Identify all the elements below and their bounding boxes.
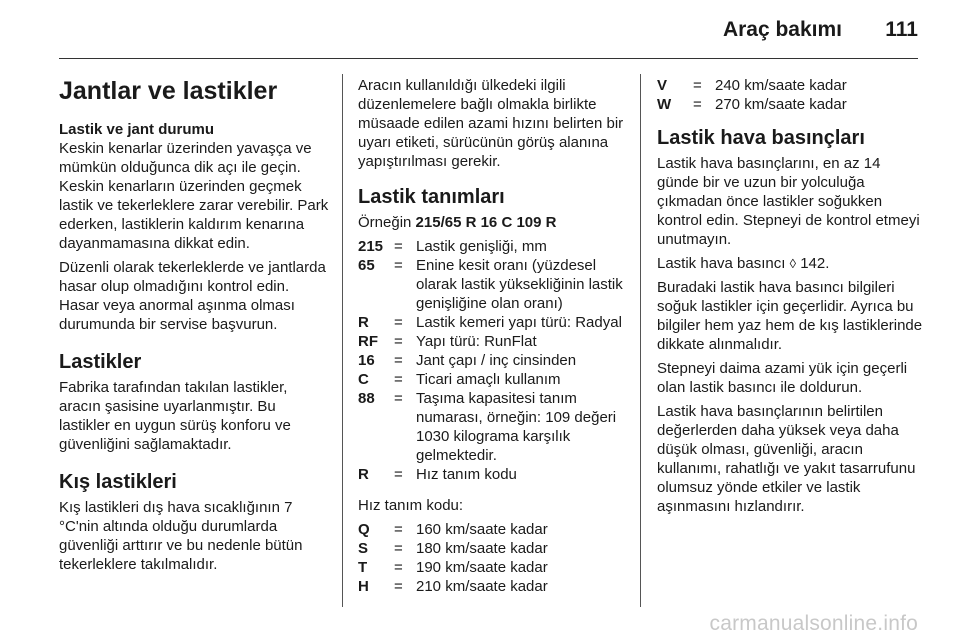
- definition-row: [358, 313, 628, 332]
- definition-key: Q: [358, 521, 370, 538]
- definition-eq: =: [394, 257, 403, 274]
- definition-val: 240 km/saate kadar: [715, 77, 847, 94]
- designation-definitions: [358, 237, 628, 484]
- definition-key: R: [358, 314, 369, 331]
- speed-code-list-continued: [657, 76, 925, 114]
- section-title: Araç bakımı: [722, 18, 842, 41]
- definition-row: [657, 95, 925, 114]
- definition-key: C: [358, 371, 369, 388]
- pressure-paragraph-2: [657, 254, 925, 273]
- definition-eq: =: [394, 521, 403, 538]
- column-1: [59, 76, 329, 579]
- definition-key: H: [358, 578, 369, 595]
- definition-val: 190 km/saate kadar: [416, 559, 548, 576]
- definition-val: Yapı türü: RunFlat: [416, 333, 537, 350]
- definition-eq: =: [394, 352, 403, 369]
- definition-row: [358, 237, 628, 256]
- page-number: 111: [885, 18, 918, 41]
- speed-label-paragraph: Aracın kullanıldığı ülkedeki ilgili düzenlemelere bağlı olmakla birlikte müsaade edilen azami hızını belirten bir uyarı etiketi, sürücünün görüş alanına yapıştırılması gerekir.: [358, 77, 624, 170]
- winter-tyres-paragraph: Kış lastikleri dış hava sıcaklığının 7 °C'nin altında olduğu durumlarda güvenliği arttırır ve bu nedenle bütün tekerleklere takılmalıdır.: [59, 499, 303, 573]
- definition-row: [358, 558, 628, 577]
- definition-val: 160 km/saate kadar: [416, 521, 548, 538]
- pressure-reference-text: Lastik hava basıncı: [657, 255, 786, 272]
- definition-row: [358, 351, 628, 370]
- chapter-heading: Jantlar ve lastikler: [59, 77, 278, 105]
- winter-tyres-heading: Kış lastikleri: [59, 471, 177, 493]
- definition-key: 65: [358, 257, 375, 274]
- definition-val: Taşıma kapasitesi tanım numarası, örneğin: 109 değeri 1030 kilograma karşılık gelmektedir.: [416, 390, 617, 464]
- column-divider-2: [640, 74, 641, 607]
- pressure-paragraph-3: Buradaki lastik hava basıncı bilgileri soğuk lastikler için geçerlidir. Ayrıca bu bilgiler hem yaz hem de kış lastiklerinde dikkate alınmalıdır.: [657, 279, 923, 353]
- definition-val: 210 km/saate kadar: [416, 578, 548, 595]
- pressure-paragraph-5: Lastik hava basınçlarının belirtilen değerlerden daha yüksek veya daha düşük olması, güvenliği, aracın kullanımı, rahatlığı ve yakıt tasarrufunu olumsuz yönde etkiler ve lastik aşınmasını hızlandırır.: [657, 403, 916, 515]
- definition-val: Hız tanım kodu: [416, 466, 517, 483]
- column-2: [358, 76, 628, 608]
- definition-val: Enine kesit oranı (yüzdesel olarak lastik yüksekliğinin lastik genişliğine olan oranı): [416, 257, 623, 312]
- rim-condition-paragraph-2: Düzenli olarak tekerleklerde ve jantlarda hasar olup olmadığını kontrol edin. Hasar veya anormal aşınma olması durumunda bir servise başvurun.: [59, 259, 326, 333]
- definition-key: 215: [358, 238, 384, 255]
- tyres-heading: Lastikler: [59, 351, 142, 373]
- definition-val: Ticari amaçlı kullanım: [416, 371, 561, 388]
- column-3: [657, 76, 925, 521]
- page-header: [0, 0, 960, 58]
- definition-eq: =: [394, 466, 403, 483]
- definition-key: S: [358, 540, 369, 557]
- speed-code-intro: Hız tanım kodu:: [358, 497, 464, 514]
- definition-key: T: [358, 559, 368, 576]
- definition-key: 16: [358, 352, 375, 369]
- definition-row: [358, 256, 628, 313]
- definition-key: RF: [358, 333, 378, 350]
- definition-row: [358, 370, 628, 389]
- definition-eq: =: [394, 314, 403, 331]
- example-prefix: Örneğin: [358, 214, 412, 231]
- definition-key: 88: [358, 390, 375, 407]
- tyre-designation-heading: Lastik tanımları: [358, 186, 505, 208]
- definition-eq: =: [394, 559, 403, 576]
- definition-row: [358, 332, 628, 351]
- example-line: [358, 213, 628, 232]
- speed-code-list: [358, 520, 628, 596]
- definition-row: [358, 520, 628, 539]
- definition-key: V: [657, 77, 668, 94]
- definition-val: Jant çapı / inç cinsinden: [416, 352, 577, 369]
- definition-eq: =: [394, 371, 403, 388]
- page-reference-link[interactable]: 142.: [800, 255, 830, 272]
- tyres-paragraph: Fabrika tarafından takılan lastikler, aracın şasisine uyarlanmıştır. Bu lastikler en uygun sürüş konforu ve güvenliğini sağlamaktadır.: [59, 379, 291, 453]
- definition-row: [358, 465, 628, 484]
- definition-key: W: [657, 96, 672, 113]
- definition-key: R: [358, 466, 369, 483]
- definition-eq: =: [693, 96, 702, 113]
- definition-eq: =: [394, 333, 403, 350]
- example-code: 215/65 R 16 C 109 R: [415, 214, 557, 231]
- definition-row: [358, 577, 628, 596]
- column-divider-1: [342, 74, 343, 607]
- rim-condition-heading: Lastik ve jant durumu: [59, 121, 215, 138]
- definition-eq: =: [394, 390, 403, 407]
- definition-val: Lastik kemeri yapı türü: Radyal: [416, 314, 622, 331]
- pressure-paragraph-1: Lastik hava basınçlarını, en az 14 günde bir ve uzun bir yolculuğa çıkmadan önce lastikler soğukken kontrol edin. Stepneyi de kontrol etmeyi unutmayın.: [657, 155, 920, 248]
- definition-row: [358, 389, 628, 465]
- definition-val: Lastik genişliği, mm: [416, 238, 547, 255]
- pressure-paragraph-4: Stepneyi daima azami yük için geçerli olan lastik basıncı ile doldurun.: [657, 360, 908, 396]
- definition-eq: =: [394, 578, 403, 595]
- watermark: carmanualsonline.info: [709, 612, 918, 635]
- definition-eq: =: [394, 238, 403, 255]
- definition-row: [657, 76, 925, 95]
- page-reference-icon: ◊: [789, 256, 797, 271]
- tyre-pressure-heading: Lastik hava basınçları: [657, 127, 865, 149]
- definition-eq: =: [693, 77, 702, 94]
- header-divider: [59, 58, 918, 59]
- definition-val: 180 km/saate kadar: [416, 540, 548, 557]
- rim-condition-paragraph-1: Keskin kenarlar üzerinden yavaşça ve mümkün olduğunca dik açı ile geçin. Keskin kenarların üzerinden geçmek lastik ve tekerleklere zarar verebilir. Park ederken, lastiklerin kaldırım kenarına dayanmamasına dikkat edin.: [59, 140, 329, 252]
- definition-val: 270 km/saate kadar: [715, 96, 847, 113]
- definition-eq: =: [394, 540, 403, 557]
- definition-row: [358, 539, 628, 558]
